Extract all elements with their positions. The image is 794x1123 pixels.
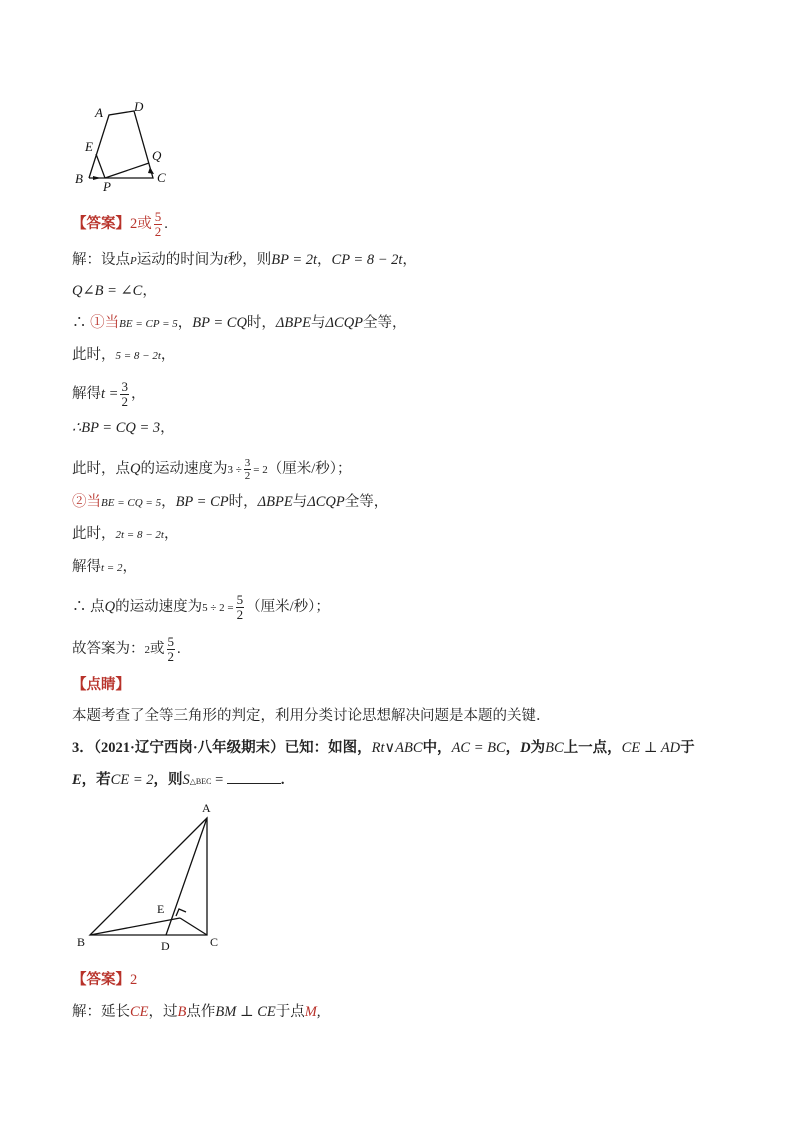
solution-line-9: 此时，2t = 8 − 2t，	[72, 526, 179, 542]
label-C: C	[157, 170, 166, 185]
answer-1: 【答案】2或 $\frac{5}{2}$ .	[72, 209, 168, 239]
label-C: C	[210, 935, 219, 949]
dianjing-text: 本题考查了全等三角形的判定，利用分类讨论思想解决问题是本题的关键．	[72, 708, 551, 724]
solution-line-10: 解得t = 2，	[72, 559, 137, 575]
fraction: $\frac{5}{2}$	[236, 592, 244, 622]
label-B: B	[77, 935, 86, 949]
solution-line-2: Q∠B = ∠C，	[72, 283, 157, 299]
solution-line-5: 解得t = $\frac{3}{2}$ ，	[72, 379, 146, 409]
solution-line-1: 解：设点P运动的时间为t秒，则BP = 2t，CP = 8 − 2t，	[72, 252, 417, 268]
fraction: $\frac{3}{2}$	[121, 379, 128, 409]
label-Q: Q	[152, 148, 162, 163]
solution-line-12: 故答案为：2或 $\frac{5}{2}$ .	[72, 634, 181, 664]
label-B: B	[75, 171, 83, 186]
solution-line-6: ∴BP = CQ = 3，	[72, 420, 175, 436]
solution-line-11: ∴ 点Q的运动速度为5 ÷ 2 = $\frac{5}{2}$ （厘米/秒）；	[72, 592, 330, 622]
triangle-figure	[70, 798, 230, 958]
solution-line-7: 此时，点Q的运动速度为3 ÷ $\frac{3}{2}$ = 2（厘米/秒）；	[72, 457, 352, 482]
label-D: D	[161, 939, 170, 953]
solution-line-4: 此时，5 = 8 − 2t，	[72, 347, 176, 363]
answer-blank	[227, 769, 281, 784]
label-E: E	[85, 139, 93, 154]
quadrilateral-figure	[70, 95, 180, 195]
question-3-line-1: 3．（2021·辽宁西岗·八年级期末）已知：如图，Rt∨ABC中，AC = BC，D为BC上一点，CE ⊥ AD于	[72, 740, 695, 756]
solution-line-8: ②当BE = CQ = 5，BP = CP时，ΔBPE与ΔCQP全等，	[72, 494, 389, 510]
solution-2-line-1: 解：延长CE，过B点作BM ⊥ CE于点M,	[72, 1004, 321, 1020]
solution-line-3: ∴ ①当BE = CP = 5，BP = CQ时，ΔBPE与ΔCQP全等，	[72, 315, 407, 331]
fraction: $\frac{3}{2}$	[244, 457, 251, 482]
fraction: $\frac{5}{2}$	[167, 634, 174, 664]
dianjing-tag: 【点睛】	[72, 677, 130, 693]
label-D: D	[134, 99, 144, 114]
answer-tag: 【答案】	[72, 972, 130, 988]
fraction: $\frac{5}{2}$	[154, 209, 162, 239]
label-A: A	[95, 105, 103, 120]
label-A: A	[202, 801, 211, 815]
answer-2: 【答案】2	[72, 972, 138, 988]
label-P: P	[103, 179, 111, 194]
label-E: E	[157, 902, 165, 916]
question-3-line-2: E，若CE = 2，则S△BEC = .	[72, 769, 285, 792]
answer-tag: 【答案】	[72, 215, 130, 232]
